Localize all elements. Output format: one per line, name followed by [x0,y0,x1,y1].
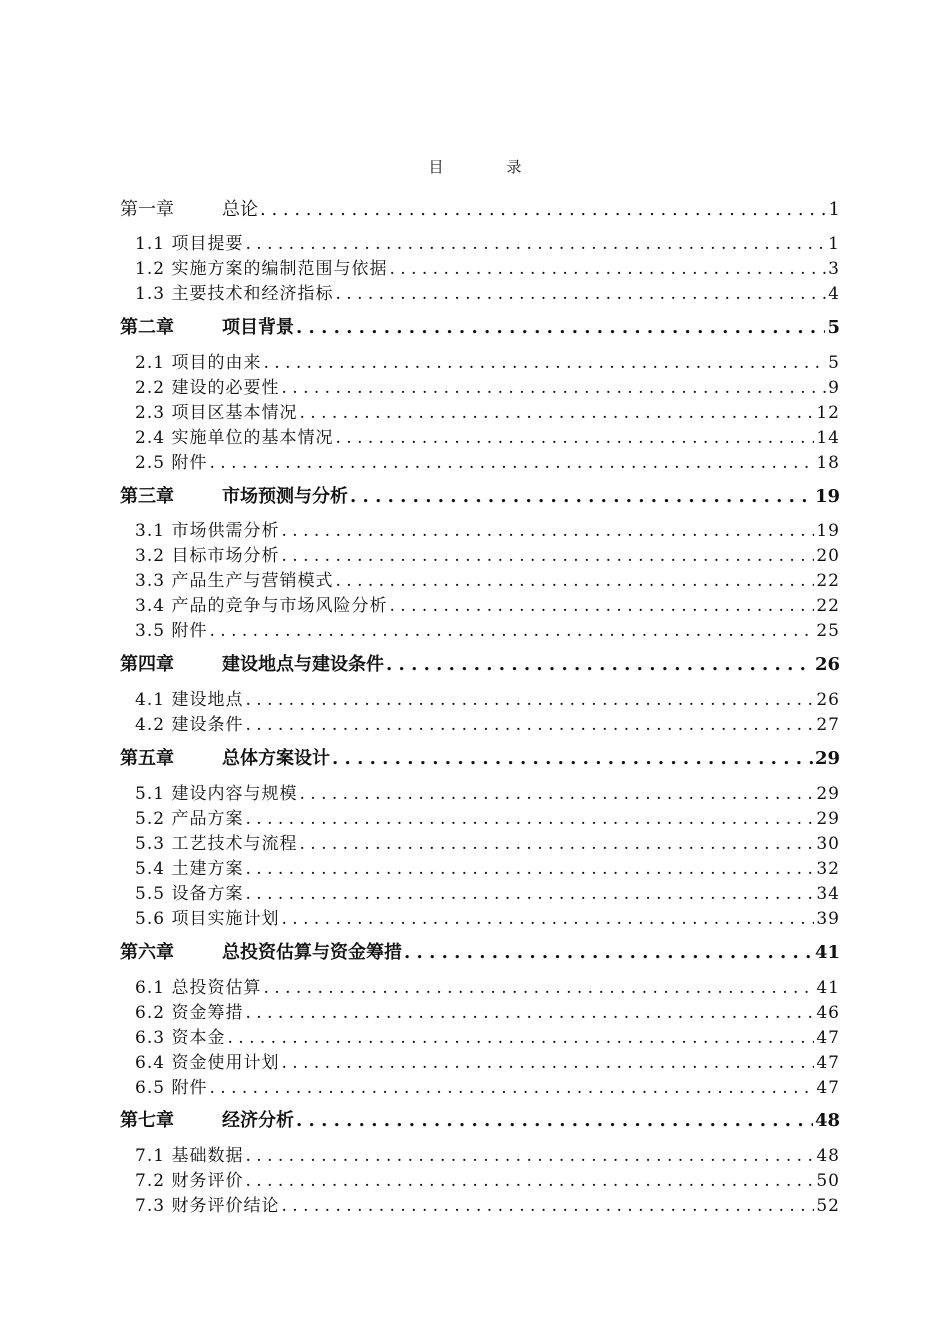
page-number: 39 [816,909,840,929]
entry-label: 7.2 财务评价 [135,1171,244,1191]
page-number: 41 [814,942,840,963]
chapter-number: 第四章 [120,654,174,675]
page-number: 20 [816,546,840,566]
dot-leader [299,784,814,804]
dot-leader [209,621,814,641]
entry-label: 总投资估算与资金筹措 [222,942,402,963]
entry-label: 1.2 实施方案的编制范围与依据 [135,259,388,279]
toc-section-entry[interactable] [120,254,840,279]
dot-leader [245,859,814,879]
toc-section-entry[interactable] [120,998,840,1023]
toc-section-entry[interactable] [120,710,840,735]
entry-label: 1.1 项目提要 [135,234,244,254]
dot-leader [245,809,814,829]
toc-section-entry[interactable] [120,904,840,929]
toc-section-entry[interactable] [120,1166,840,1191]
page-number: 48 [816,1146,840,1166]
entry-label: 3.4 产品的竞争与市场风险分析 [135,596,388,616]
entry-label: 3.1 市场供需分析 [135,521,280,541]
entry-label: 2.5 附件 [135,453,208,473]
page-number: 5 [828,353,840,373]
dot-leader [350,486,813,507]
chapter-number: 第六章 [120,942,174,963]
dot-leader [245,715,814,735]
toc-section-entry[interactable] [120,516,840,541]
entry-label: 建设地点与建设条件 [222,654,384,675]
page-number: 29 [816,784,840,804]
chapter-number: 第五章 [120,748,174,769]
toc-section-entry[interactable] [120,229,840,254]
dot-leader [281,909,814,929]
page-number: 32 [816,859,840,879]
dot-leader [296,1110,813,1131]
entry-label: 5.6 项目实施计划 [135,909,280,929]
entry-label: 6.2 资金筹措 [135,1003,244,1023]
toc-section-entry[interactable] [120,373,840,398]
page-number: 34 [816,884,840,904]
dot-leader [209,453,814,473]
entry-label: 6.4 资金使用计划 [135,1053,280,1073]
entry-label: 项目背景 [222,317,294,338]
toc-section-entry[interactable] [120,348,840,373]
toc-chapter-entry[interactable] [120,313,840,339]
toc-section-entry[interactable] [120,1023,840,1048]
toc-chapter-entry[interactable] [120,1106,840,1132]
toc-section-entry[interactable] [120,616,840,641]
entry-label: 经济分析 [222,1110,294,1131]
page-number: 5 [827,317,840,338]
page-number: 26 [814,654,840,675]
page-number: 3 [828,259,840,279]
dot-leader [245,1171,814,1191]
page-number: 46 [816,1003,840,1023]
dot-leader [386,654,813,675]
chapter-number: 第三章 [120,486,174,507]
toc-section-entry[interactable] [120,591,840,616]
entry-label: 2.1 项目的由来 [135,353,262,373]
dot-leader [389,596,814,616]
entry-label: 2.2 建设的必要性 [135,378,280,398]
page-number: 12 [816,403,840,423]
page-number: 29 [814,748,840,769]
toc-section-entry[interactable] [120,541,840,566]
toc-section-entry[interactable] [120,448,840,473]
entry-label: 6.5 附件 [135,1078,208,1098]
toc-section-entry[interactable] [120,804,840,829]
dot-leader [335,571,814,591]
dot-leader [209,1078,814,1098]
chapter-number: 第一章 [120,199,174,220]
toc-section-entry[interactable] [120,398,840,423]
page-number: 25 [816,621,840,641]
page-number: 4 [828,284,840,304]
dot-leader [281,546,814,566]
entry-label: 3.5 附件 [135,621,208,641]
entry-label: 5.2 产品方案 [135,809,244,829]
entry-label: 总论 [222,199,258,220]
toc-chapter-entry[interactable] [120,744,840,770]
chapter-number: 第七章 [120,1110,174,1131]
entry-label: 总体方案设计 [222,748,330,769]
dot-leader [335,284,826,304]
dot-leader [263,353,826,373]
page-number: 48 [814,1110,840,1131]
toc-section-entry[interactable] [120,973,840,998]
entry-label: 6.1 总投资估算 [135,978,262,998]
dot-leader [281,1196,814,1216]
entry-label: 5.4 土建方案 [135,859,244,879]
entry-label: 7.3 财务评价结论 [135,1196,280,1216]
chapter-number: 第二章 [120,317,174,338]
page-number: 47 [816,1028,840,1048]
toc-section-entry[interactable] [120,1141,840,1166]
dot-leader [299,403,814,423]
entry-label: 4.2 建设条件 [135,715,244,735]
toc-section-entry[interactable] [120,566,840,591]
page-number: 29 [816,809,840,829]
toc-section-entry[interactable] [120,423,840,448]
entry-label: 3.2 目标市场分析 [135,546,280,566]
dot-leader [245,690,814,710]
toc-section-entry[interactable] [120,879,840,904]
toc-title: 目 录 [428,158,546,176]
entry-label: 5.1 建设内容与规模 [135,784,298,804]
entry-label: 4.1 建设地点 [135,690,244,710]
entry-label: 5.3 工艺技术与流程 [135,834,298,854]
entry-label: 7.1 基础数据 [135,1146,244,1166]
entry-label: 2.3 项目区基本情况 [135,403,298,423]
toc-chapter-entry[interactable] [120,938,840,964]
dot-leader [260,199,827,220]
dot-leader [332,748,813,769]
page-number: 27 [816,715,840,735]
dot-leader [404,942,813,963]
page-number: 30 [816,834,840,854]
page-number: 52 [816,1196,840,1216]
toc-section-entry[interactable] [120,1048,840,1073]
page-number: 19 [814,486,840,507]
page-number: 41 [816,978,840,998]
entry-label: 1.3 主要技术和经济指标 [135,284,334,304]
dot-leader [227,1028,814,1048]
toc-section-entry[interactable] [120,279,840,304]
page-number: 19 [816,521,840,541]
entry-label: 5.5 设备方案 [135,884,244,904]
entry-label: 6.3 资本金 [135,1028,226,1048]
page-number: 18 [816,453,840,473]
dot-leader [245,1003,814,1023]
page-number: 47 [816,1078,840,1098]
dot-leader [281,378,826,398]
page-number: 22 [816,596,840,616]
dot-leader [245,884,814,904]
page-number: 22 [816,571,840,591]
toc-section-entry[interactable] [120,1073,840,1098]
toc-chapter-entry[interactable] [120,650,840,676]
toc-section-entry[interactable] [120,829,840,854]
page-number: 1 [828,234,840,254]
dot-leader [389,259,826,279]
page-number: 47 [816,1053,840,1073]
toc-section-entry[interactable] [120,1191,840,1216]
page-number: 1 [828,199,840,220]
dot-leader [335,428,814,448]
dot-leader [281,1053,814,1073]
page-number: 50 [816,1171,840,1191]
page-number: 26 [816,690,840,710]
page-number: 14 [816,428,840,448]
entry-label: 2.4 实施单位的基本情况 [135,428,334,448]
dot-leader [245,1146,814,1166]
entry-label: 市场预测与分析 [222,486,348,507]
dot-leader [281,521,814,541]
dot-leader [299,834,814,854]
toc-section-entry[interactable] [120,779,840,804]
dot-leader [263,978,814,998]
page-number: 9 [828,378,840,398]
dot-leader [296,317,825,338]
toc-chapter-entry[interactable] [120,482,840,508]
toc-chapter-entry[interactable] [120,195,840,221]
entry-label: 3.3 产品生产与营销模式 [135,571,334,591]
toc-section-entry[interactable] [120,685,840,710]
dot-leader [245,234,826,254]
toc-section-entry[interactable] [120,854,840,879]
